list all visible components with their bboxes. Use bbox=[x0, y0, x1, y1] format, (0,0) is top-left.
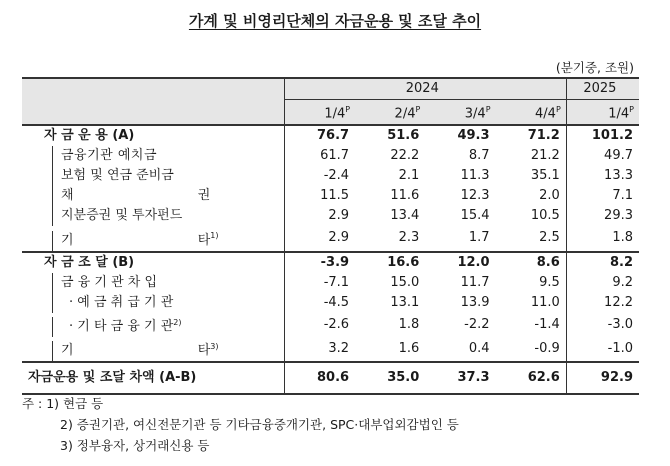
footnote-1: 주 : 1) 현금 등 bbox=[22, 396, 104, 411]
footnote-marker: 1) bbox=[210, 231, 219, 241]
cell: 2.1 bbox=[398, 168, 420, 184]
cell: 51.6 bbox=[355, 125, 425, 146]
row-other-financial bbox=[22, 313, 639, 337]
cell: 35.1 bbox=[530, 168, 560, 184]
row-label: 채 권 bbox=[52, 186, 210, 206]
table-title: 가계 및 비영리단체의 자금운용 및 조달 추이 bbox=[188, 12, 482, 30]
row-label: 지분증권 및 투자펀드 bbox=[52, 206, 182, 226]
header-q2-2024: $2/4^P$ bbox=[355, 100, 425, 126]
cell: 80.6 bbox=[284, 362, 355, 394]
row-other-uses bbox=[22, 226, 639, 251]
row-deposit-institutions bbox=[22, 293, 639, 313]
cell: 1.6 bbox=[398, 341, 420, 357]
row-label-cell bbox=[22, 313, 284, 337]
cell: 29.3 bbox=[566, 206, 639, 226]
cell: -3.0 bbox=[566, 313, 639, 337]
cell: -2.6 bbox=[284, 313, 355, 337]
cell: 76.7 bbox=[284, 125, 355, 146]
cell: 1.8 bbox=[398, 316, 420, 332]
row-equity bbox=[22, 206, 639, 226]
cell: 92.9 bbox=[566, 362, 639, 394]
footnote-3: 3) 정부융자, 상거래신용 등 bbox=[60, 438, 210, 453]
row-label: 자 금 운 용 (A) bbox=[22, 125, 284, 146]
row-borrowing bbox=[22, 273, 639, 293]
cell: 61.7 bbox=[284, 146, 355, 166]
row-label: 금 융 기 관 차 입 bbox=[52, 273, 157, 293]
cell: -2.4 bbox=[284, 166, 355, 186]
row-net bbox=[22, 362, 639, 394]
cell: 49.3 bbox=[425, 125, 495, 146]
row-label: · 기 타 금 융 기 관 bbox=[52, 317, 173, 337]
row-label: 기 타 bbox=[52, 341, 210, 361]
row-insurance bbox=[22, 166, 639, 186]
cell: 12.2 bbox=[566, 293, 639, 313]
row-label: 자 금 조 달 (B) bbox=[44, 254, 135, 270]
cell: 15.0 bbox=[390, 274, 420, 290]
cell: -1.4 bbox=[534, 316, 560, 332]
cell: 2.9 bbox=[284, 206, 355, 226]
row-label: · 예 금 취 급 기 관 bbox=[52, 293, 173, 313]
cell: 15.4 bbox=[460, 208, 490, 224]
row-label-cell bbox=[22, 273, 284, 293]
cell: 22.2 bbox=[390, 148, 420, 164]
footnote-marker: 2) bbox=[173, 317, 182, 327]
cell: 21.2 bbox=[530, 148, 560, 164]
cell: -4.5 bbox=[284, 293, 355, 313]
row-label: 자금운용 및 조달 차액 (A-B) bbox=[22, 362, 284, 394]
cell: 13.9 bbox=[460, 294, 490, 310]
cell: 35.0 bbox=[355, 362, 425, 394]
cell: 2.3 bbox=[398, 230, 420, 246]
row-sources bbox=[22, 252, 639, 273]
cell: 11.3 bbox=[460, 168, 490, 184]
cell: 13.1 bbox=[390, 294, 420, 310]
cell: 8.7 bbox=[468, 148, 490, 164]
cell: 11.0 bbox=[530, 294, 560, 310]
row-label-cell bbox=[22, 166, 284, 186]
cell: 11.6 bbox=[390, 188, 420, 204]
cell: 12.0 bbox=[457, 254, 490, 270]
cell: -2.2 bbox=[464, 316, 490, 332]
unit-label: (분기중, 조원) bbox=[555, 60, 634, 75]
cell: -1.0 bbox=[566, 337, 639, 362]
cell: 13.3 bbox=[566, 166, 639, 186]
header-year-2024: 2024 bbox=[284, 78, 566, 100]
cell: 13.4 bbox=[390, 208, 420, 224]
row-other-sources bbox=[22, 337, 639, 362]
cell: 7.1 bbox=[566, 186, 639, 206]
row-label-cell bbox=[22, 186, 284, 206]
row-label-cell bbox=[22, 226, 284, 251]
cell: 2.5 bbox=[539, 230, 560, 246]
header-year-2025: 2025 bbox=[566, 78, 639, 100]
cell: -3.9 bbox=[284, 252, 355, 273]
row-label-cell bbox=[22, 146, 284, 166]
cell: 71.2 bbox=[496, 125, 567, 146]
cell: 0.4 bbox=[468, 341, 490, 357]
cell: 12.3 bbox=[460, 188, 490, 204]
cell: -7.1 bbox=[284, 273, 355, 293]
row-deposits bbox=[22, 146, 639, 166]
cell: 1.8 bbox=[566, 226, 639, 251]
row-label-cell bbox=[22, 206, 284, 226]
header-blank bbox=[22, 78, 284, 125]
cell: 49.7 bbox=[566, 146, 639, 166]
row-uses bbox=[22, 125, 639, 146]
row-label-cell bbox=[22, 337, 284, 362]
cell: 1.7 bbox=[468, 230, 490, 246]
cell: 101.2 bbox=[566, 125, 639, 146]
cell: -0.9 bbox=[534, 341, 560, 357]
cell: 10.5 bbox=[530, 208, 560, 224]
row-label: 금융기관 예치금 bbox=[52, 146, 157, 166]
footnote-2: 2) 증권기관, 여신전문기관 등 기타금융중개기관, SPC·대부업외감법인 등 bbox=[60, 417, 459, 432]
flow-of-funds-table bbox=[22, 77, 639, 395]
cell: 3.2 bbox=[284, 337, 355, 362]
footnote-marker: 3) bbox=[210, 341, 219, 351]
row-label: 기 타 bbox=[52, 231, 210, 251]
cell: 9.2 bbox=[566, 273, 639, 293]
cell: 2.9 bbox=[284, 226, 355, 251]
cell: 11.5 bbox=[284, 186, 355, 206]
cell: 8.2 bbox=[566, 252, 639, 273]
header-q1-2024: $1/4^P$ bbox=[284, 100, 355, 126]
cell: 8.6 bbox=[536, 254, 560, 270]
footnotes bbox=[22, 393, 459, 456]
row-bonds bbox=[22, 186, 639, 206]
cell: 16.6 bbox=[387, 254, 420, 270]
cell: 37.3 bbox=[425, 362, 495, 394]
cell: 2.0 bbox=[539, 188, 560, 204]
row-label: 보험 및 연금 준비금 bbox=[52, 166, 174, 186]
header-q1-2025: $1/4^P$ bbox=[566, 100, 639, 126]
cell: 9.5 bbox=[539, 274, 560, 290]
row-label-cell bbox=[22, 293, 284, 313]
header-q4-2024: $4/4^P$ bbox=[496, 100, 567, 126]
cell: 11.7 bbox=[460, 274, 490, 290]
cell: 62.6 bbox=[496, 362, 567, 394]
header-year-row bbox=[22, 78, 639, 100]
header-q3-2024: $3/4^P$ bbox=[425, 100, 495, 126]
